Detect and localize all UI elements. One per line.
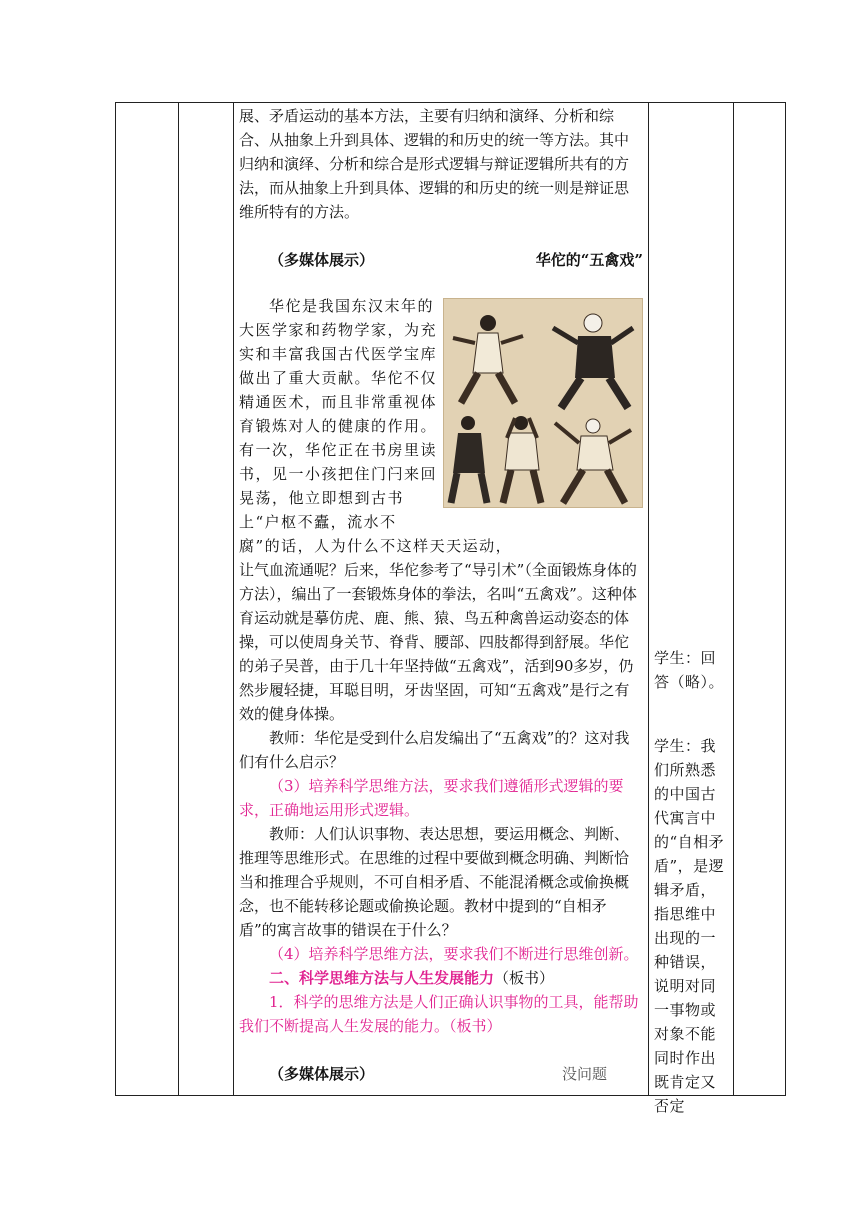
media-title: 华佗的“五禽戏” [535,251,643,269]
main-content [239,104,643,1086]
column-divider [233,103,234,1095]
teacher-question-1: 教师：华佗是受到什么启发编出了“五禽戏”的？这对我们有什么启示？ [239,729,630,771]
student-answer-1: 学生：回答（略）。 [654,649,725,691]
wuqinxi-illustration-icon [443,298,643,508]
point-3: （3）培养科学思维方法，要求我们遵循形式逻辑的要求，正确地运用形式逻辑。 [239,777,624,819]
media-note: 没问题 [561,1065,607,1083]
media-label: （多媒体展示） [269,251,375,269]
media-heading-2 [239,1062,643,1086]
column-divider [178,103,179,1095]
media-label-2: （多媒体展示） [269,1065,375,1083]
column-divider [648,103,649,1095]
section-2-heading [239,966,643,990]
teacher-question-2: 教师：人们认识事物、表达思想，要运用概念、判断、推理等思维形式。在思维的过程中要做到概念明确、判断恰当和推理合乎规则，不可自相矛盾、不能混淆概念或偷换概念，也不能转移论题或偷换论题。教材中提到的“自相矛盾”的寓言故事的错误在于什么？ [239,825,630,939]
column-divider [733,103,734,1095]
student-answer-2: 学生：我们所熟悉的中国古代寓言中的“自相矛盾”，是逻辑矛盾，指思维中出现的一种错误，说明对同一事物或对象不能同时作出既肯定又否定 [654,737,725,1115]
story-paragraph-continued: 让气血流通呢？后来，华佗参考了“导引术”（全面锻炼身体的方法），编出了一套锻炼身体的拳法，名叫“五禽戏”。这种体育运动就是摹仿虎、鹿、熊、猿、鸟五种禽兽运动姿态的体操，可以使周身关节、脊背、腰部、四肢都得到舒展。华佗的弟子吴普，由于几十年坚持做“五禽戏”，活到90多岁，仍然步履轻捷，耳聪目明，牙齿坚固，可知“五禽戏”是行之有效的健身体操。 [239,561,637,723]
section-2-suffix: （板书） [494,969,555,987]
point-4: （4）培养科学思维方法，要求我们不断进行思维创新。 [269,945,639,963]
media-heading-1 [239,248,643,272]
section-2-title: 二、科学思维方法与人生发展能力 [269,969,495,987]
item-1: 1．科学的思维方法是人们正确认识事物的工具，能帮助我们不断提高人生发展的能力。（板书） [239,993,639,1035]
story-paragraph: 华佗是我国东汉末年的大医学家和药物学家，为充实和丰富我国古代医学宝库做出了重大贡献。华佗不仅精通医术，而且非常重视体育锻炼对人的健康的作用。有一次，华佗正在书房里读书，见一小孩把住门闩来回晃荡，他立即想到古书上“户枢不蠹，流水不腐”的话，人为什么不这样天天运动， [239,297,513,555]
paragraph-methods: 展、矛盾运动的基本方法，主要有归纳和演绎、分析和综合、从抽象上升到具体、逻辑的和历史的统一等方法。其中归纳和演绎、分析和综合是形式逻辑与辩证逻辑所共有的方法，而从抽象上升到具体、逻辑的和历史的统一则是辩证思维所特有的方法。 [239,107,630,221]
